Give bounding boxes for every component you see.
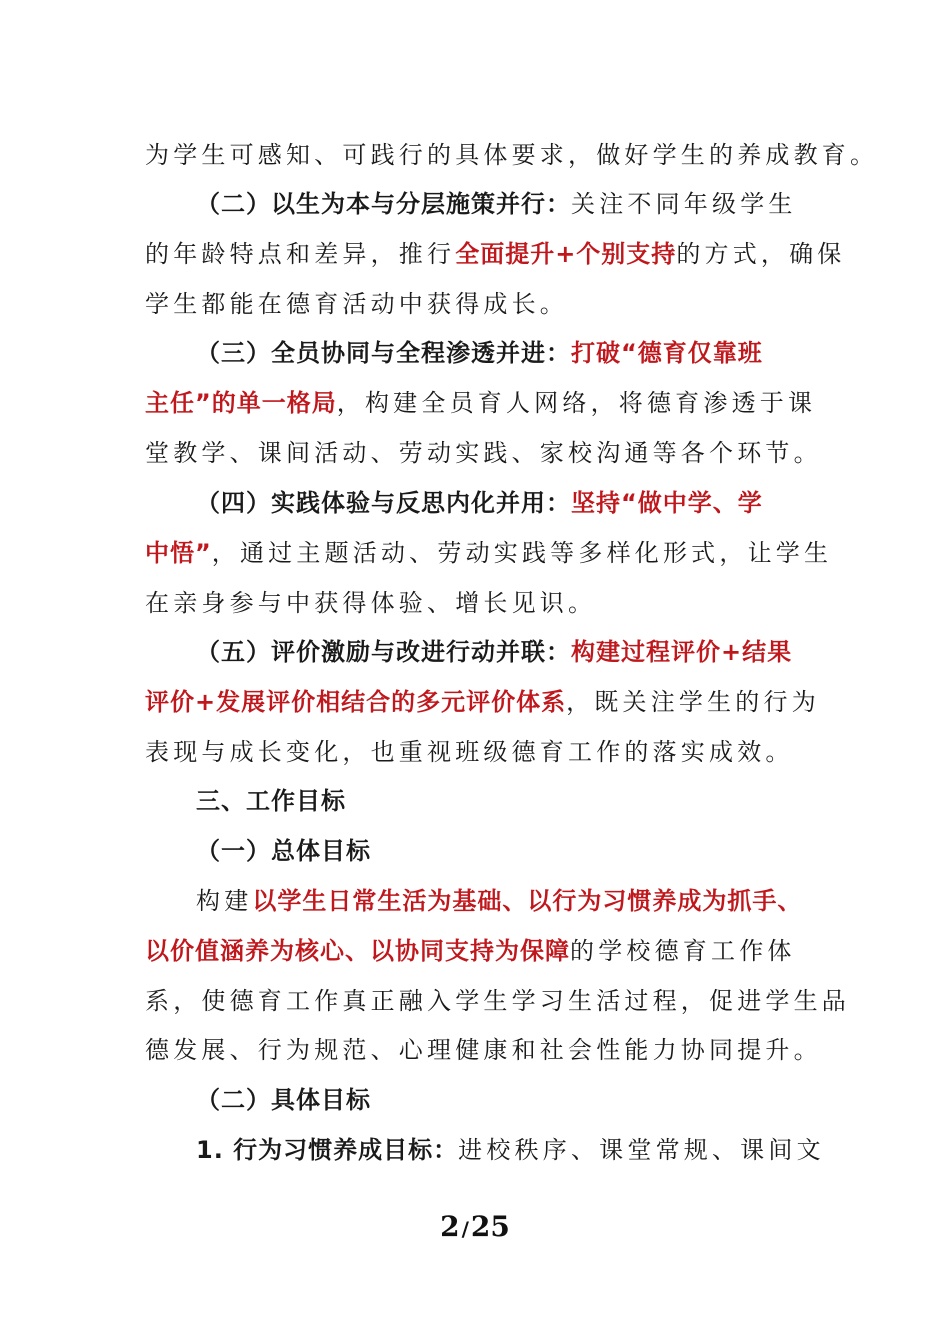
body-text: 的年龄特点和差异，推行 xyxy=(145,240,456,268)
body-text: 的方式，确保 xyxy=(676,240,846,268)
total-page-count: 25 xyxy=(470,1210,510,1243)
highlight-text: 评价+发展评价相结合的多元评价体系 xyxy=(145,688,567,716)
paragraph-2-line-2 xyxy=(145,238,846,270)
paragraph-5-line-1 xyxy=(196,636,792,668)
paragraph-2-line-3 xyxy=(145,288,568,320)
page-number xyxy=(0,1210,950,1243)
paragraph-4-line-1 xyxy=(196,487,763,519)
paragraph-6-line-1 xyxy=(196,885,802,917)
body-text: ，通过主题活动、劳动实践等多样化形式，让学生 xyxy=(211,539,833,567)
body-text: 在亲身参与中获得体验、增长见识。 xyxy=(145,589,597,617)
paragraph-6-line-3 xyxy=(145,985,850,1017)
paragraph-heading: （三）全员协同与全程渗透并进： xyxy=(196,339,571,367)
paragraph-3-line-1 xyxy=(196,337,763,369)
paragraph-6-line-4 xyxy=(145,1034,822,1066)
section-heading: 三、工作目标 xyxy=(196,787,346,815)
body-text: 进校秩序、课堂常规、课间文 xyxy=(458,1136,825,1164)
highlight-text: 构建过程评价+结果 xyxy=(571,638,793,666)
paragraph-7-line-1 xyxy=(196,1134,825,1166)
paragraph-heading: （四）实践体验与反思内化并用： xyxy=(196,489,571,517)
current-page-number: 2 xyxy=(440,1210,460,1243)
highlight-text: 以价值涵养为核心、以协同支持为保障 xyxy=(145,937,570,965)
body-text: ，既关注学生的行为 xyxy=(566,688,820,716)
page-separator: / xyxy=(461,1217,469,1241)
paragraph-4-line-3 xyxy=(145,587,596,619)
paragraph-2-line-1 xyxy=(196,188,797,220)
body-text-line xyxy=(145,139,878,171)
body-text: 堂教学、课间活动、劳动实践、家校沟通等各个环节。 xyxy=(145,439,822,467)
body-text: ，构建全员育人网络，将德育渗透于课 xyxy=(336,389,817,417)
body-text: 关注不同年级学生 xyxy=(571,190,797,218)
highlight-text: 主任”的单一格局 xyxy=(145,389,337,417)
paragraph-heading: 1. 行为习惯养成目标： xyxy=(196,1136,459,1164)
highlight-text: 中悟” xyxy=(145,539,212,567)
highlight-text: 打破“德育仅靠班 xyxy=(571,339,763,367)
paragraph-6-line-2 xyxy=(145,935,796,967)
body-text: 的学校德育工作体 xyxy=(570,937,796,965)
intro-text: 为学生可感知、可践行的具体要求，做好学生的养成教育。 xyxy=(145,141,879,169)
paragraph-3-line-3 xyxy=(145,437,822,469)
paragraph-heading: （二）以生为本与分层施策并行： xyxy=(196,190,571,218)
paragraph-3-line-2 xyxy=(145,387,816,419)
body-text: 系，使德育工作真正融入学生学习生活过程，促进学生品 xyxy=(145,987,850,1015)
body-text: 学生都能在德育活动中获得成长。 xyxy=(145,290,568,318)
highlight-text: 坚持“做中学、学 xyxy=(571,489,763,517)
paragraph-5-line-2 xyxy=(145,686,820,718)
paragraph-heading: （五）评价激励与改进行动并联： xyxy=(196,638,571,666)
body-text: 构建 xyxy=(196,887,253,915)
body-text: 德发展、行为规范、心理健康和社会性能力协同提升。 xyxy=(145,1036,822,1064)
highlight-text: 全面提升+个别支持 xyxy=(455,240,677,268)
subsection-heading: （二）具体目标 xyxy=(196,1086,371,1114)
paragraph-4-line-2 xyxy=(145,537,832,569)
subsection-heading: （一）总体目标 xyxy=(196,837,371,865)
body-text: 表现与成长变化，也重视班级德育工作的落实成效。 xyxy=(145,738,794,766)
paragraph-5-line-3 xyxy=(145,736,794,768)
highlight-text: 以学生日常生活为基础、以行为习惯养成为抓手、 xyxy=(252,887,803,915)
